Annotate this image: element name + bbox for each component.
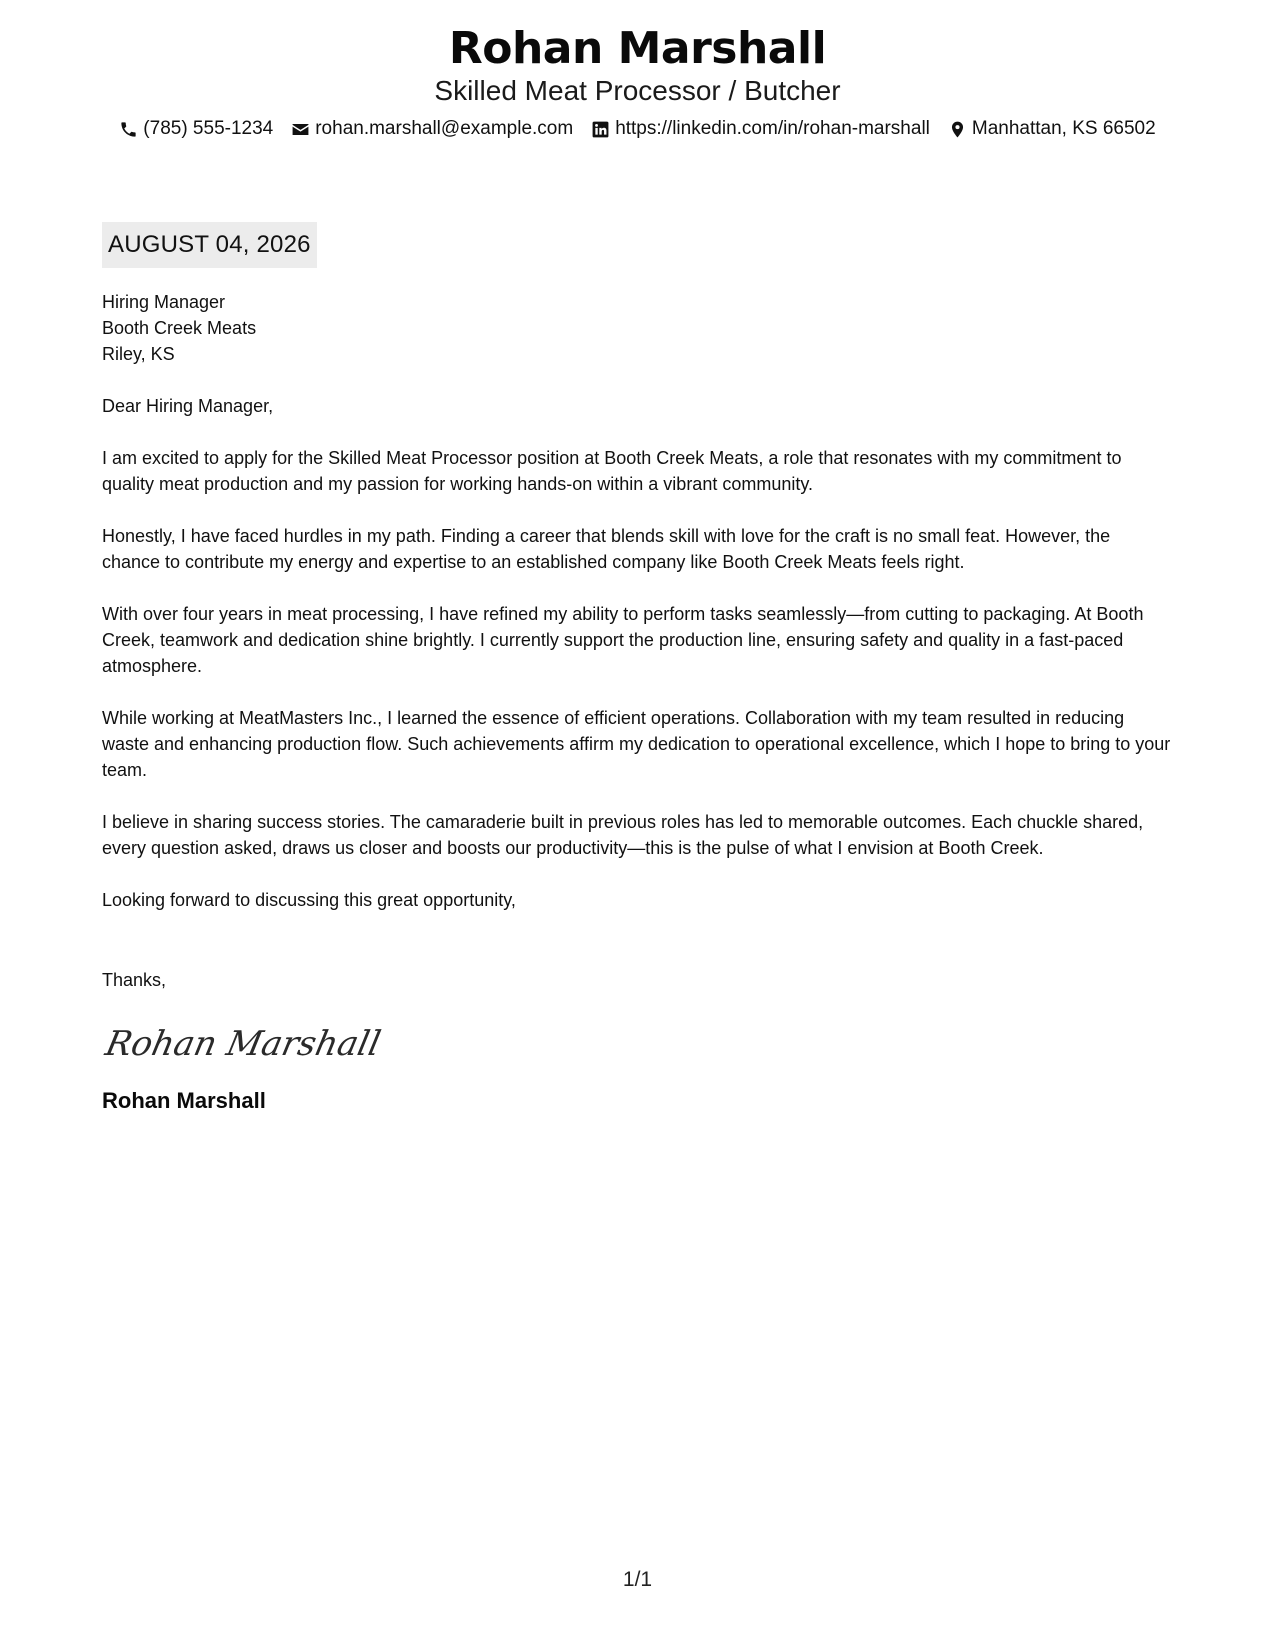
salutation: Dear Hiring Manager,: [102, 396, 274, 416]
recipient-block: [102, 289, 1172, 367]
sign-off: Thanks,: [102, 970, 167, 990]
paragraph: I believe in sharing success stories. The camaraderie built in previous roles has led to memorable outcomes. Each chuckle shared, every question asked, draws us closer and boosts our productivity—this is the pulse of what I envision at Booth Creek.: [102, 812, 1144, 858]
recipient-line: Riley, KS: [102, 344, 175, 364]
linkedin-icon: [591, 120, 610, 139]
paragraph: Honestly, I have faced hurdles in my path. Finding a career that blends skill with love for the craft is no small feat. However, the chance to contribute my energy and expertise to an established company like Booth Creek Meats feels right.: [102, 526, 1111, 572]
signed-name: Rohan Marshall: [102, 1088, 266, 1113]
phone-icon: [119, 120, 138, 139]
contact-phone: [119, 116, 273, 142]
paragraph: While working at MeatMasters Inc., I learned the essence of efficient operations. Collaboration with my team resulted in reducing waste and enhancing production flow. Such achievements affirm my dedication to operational excellence, which I hope to bring to your team.: [102, 708, 1171, 780]
contact-location: [948, 116, 1156, 142]
contact-email[interactable]: [291, 116, 573, 142]
letter-header: [0, 22, 1275, 142]
contact-linkedin[interactable]: [591, 116, 930, 142]
recipient-line: Booth Creek Meats: [102, 318, 257, 338]
map-pin-icon: [948, 120, 967, 139]
contact-location-text: Manhattan, KS 66502: [971, 118, 1156, 139]
letter-body: [102, 289, 1172, 1115]
applicant-name: Rohan Marshall: [448, 23, 827, 74]
contact-email-text: rohan.marshall@example.com: [315, 118, 574, 139]
letter-date: AUGUST 04, 2026: [102, 222, 317, 268]
page-number: 1/1: [622, 1568, 653, 1591]
contact-bar: [0, 116, 1275, 142]
closing-line: Looking forward to discussing this great opportunity,: [102, 890, 516, 910]
contact-phone-text: (785) 555-1234: [143, 118, 274, 139]
handwritten-signature: [102, 1017, 1172, 1067]
paragraph: I am excited to apply for the Skilled Meat Processor position at Booth Creek Meats, a role that resonates with my commitment to quality meat production and my passion for working hands-on within a vibrant community.: [102, 448, 1122, 494]
recipient-line: Hiring Manager: [102, 292, 226, 312]
applicant-title: Skilled Meat Processor / Butcher: [434, 75, 841, 106]
paragraph: With over four years in meat processing, I have refined my ability to perform tasks seamlessly—from cutting to packaging. At Booth Creek, teamwork and dedication shine brightly. I currently support the production line, ensuring safety and quality in a fast-paced atmosphere.: [102, 604, 1144, 676]
contact-linkedin-text: https://linkedin.com/in/rohan-marshall: [615, 118, 930, 139]
envelope-icon: [291, 120, 310, 139]
signature-text: Rohan Marshall: [102, 1024, 385, 1064]
